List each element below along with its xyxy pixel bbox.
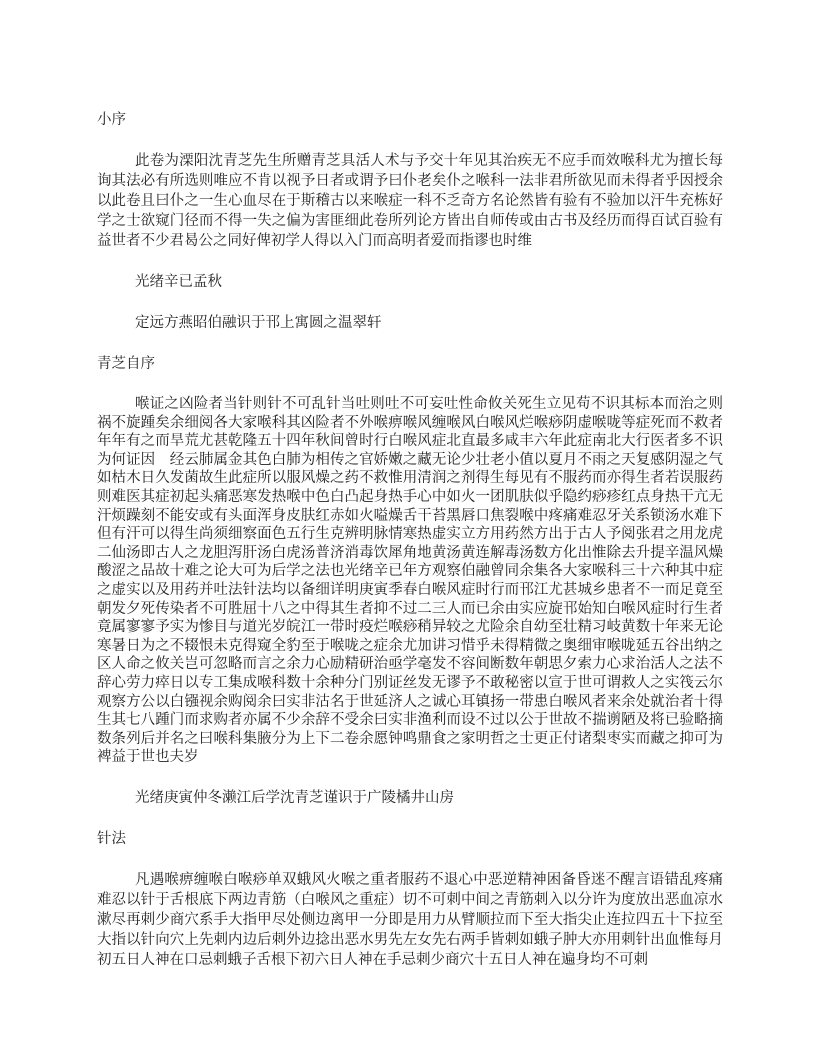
needle-method-paragraph: 凡遇喉痹缠喉白喉痧单双蛾风火喉之重者服药不退心中恶逆精神困备昏迷不醒言语错乱疼痛难忍以针于舌根底下两边青筋（白喉风之重症）切不可刺中间之青筋刺入以分许为度放出恶血凉水漱尽再刺少商穴系手大指甲尽处侧边离甲一分即是用力从臂顺拉而下至大指尖止连拉四五十下拉至大指以针向穴上先刺内边后刺外边捻出恶水男先左女先右两手皆刺如蛾子肿大亦用刺针出血惟每月初五日人神在口忌刺蛾子舌根下初六日人神在手忌刺少商穴十五日人神在遍身均不可刺 (97, 871, 723, 968)
signature-shen-qingzhi: 光绪庚寅仲冬濑江后学沈青芝谨识于广陵橘井山房 (135, 789, 454, 806)
heading-zhenfa: 针法 (97, 830, 126, 847)
document-content (97, 110, 723, 991)
heading-qingzhi-zixu: 青芝自序 (97, 356, 155, 372)
date-line-guangxu-xinyi: 光绪辛已孟秋 (135, 274, 222, 290)
signature-fang-yanzhao: 定远方燕昭伯融识于邗上寓圆之温翠轩 (135, 315, 382, 331)
preface-paragraph: 此卷为溧阳沈青芝先生所赠青芝具活人术与予交十年见其治疾无不应手而效喉科尤为擅长每询其法必有所选则唯应不肯以视予日者或谓予曰仆老矣仆之喉科一法非君所欲见而未得者乎因授余以此卷且曰仆之一生心血尽在于斯稽古以来喉症一科不乏奇方名论然皆有验有不验加以汗牛充栋好学之士欲窥门径而不得一失之偏为害匪细此卷所列论方皆出自师传或由古书及经历而得百试百验有益世者不少君曷公之同好俾初学人得以入门而高明者爱而指谬也时维 (97, 153, 723, 249)
heading-xiaoxu: 小序 (97, 112, 126, 128)
self-preface-paragraph: 喉证之凶险者当针则针不可乱针当吐则吐不可妄吐性命攸关死生立见苟不识其标本而治之则祸不旋踵矣余细阅各大家喉科其凶险者不外喉痹喉风缠喉风白喉风烂喉痧阴虚喉咙等症死而不救者年年有之而旱荒尤甚乾隆五十四年秋间曾时行白喉风症北直最多咸丰六年此症南北大行医者多不识为何证因 经云肺属金其色白肺为相传之官娇嫩之藏无论少壮老小值以夏月不雨之天复感阴湿之气如枯木日久发菌故生此症所以服风燥之药不救惟用清润之剂得生每见有不服药而亦得生者若误服药则难医其症初起头痛恶寒发热喉中色白凸起身热手心中如火一团肌肤似乎隐约痧疹红点身热干亢无汗烦躁刻不能安或有头面浑身皮肤红赤如火嗌燥舌干苔黑唇口焦裂喉中疼痛难忍牙关系锁汤水难下但有汗可以得生尚须细察面色五行生克辨明脉情寒热虚实立方用药然方出于古人予阅张君之用龙虎二仙汤即古人之龙胆泻肝汤白虎汤普济消毒饮犀角地黄汤黄连解毒汤数方化出惟除去升提辛温风燥酸涩之品故十难之论大可为后学之法也光绪辛已年方观察伯融曾同余集各大家喉科三十六种其中症之虚实以及用药并吐法针法均以备细详明庚寅季春白喉风症时行而邗江尤甚城乡患者不一而足竟至朝发夕死传染者不可胜屈十八之中得其生者抑不过二三人而已余由实应旋邗始知白喉风症时行生者竟属寥寥予实为惨目与道光岁皖江一带时疫烂喉痧稍异较之尤险余自幼至壮精习岐黄数十年来无论寒暑日为之不辍恨未克得窥全豹至于喉咙之症余尤加讲习惜乎未得精微之奥细审喉咙延五谷出纳之区人命之攸关岂可忽略而言之余力心励精研治亟学毫发不容间断数年朝思夕索力心求治活人之法不辞心劳力瘁日以专工集成喉科数十余种分门别证丝发无谬予不敢秘密以宣于世可谓救人之实筏云尔观察方公以白镪视余购阅余曰实非沽名于世延济人之诚心耳镇扬一带患白喉风者来余处就治者十得生其七八踵门而求购者亦属不少余辞不受余曰实非渔利而设不过以公于世故不揣谫陋及将已验略摘数条列后并名之曰喉科集腋分为上下二卷余愿钟鸣鼎食之家明哲之士更正付诸梨枣实而藏之抑可为裨益于世也夫岁 (97, 396, 723, 766)
